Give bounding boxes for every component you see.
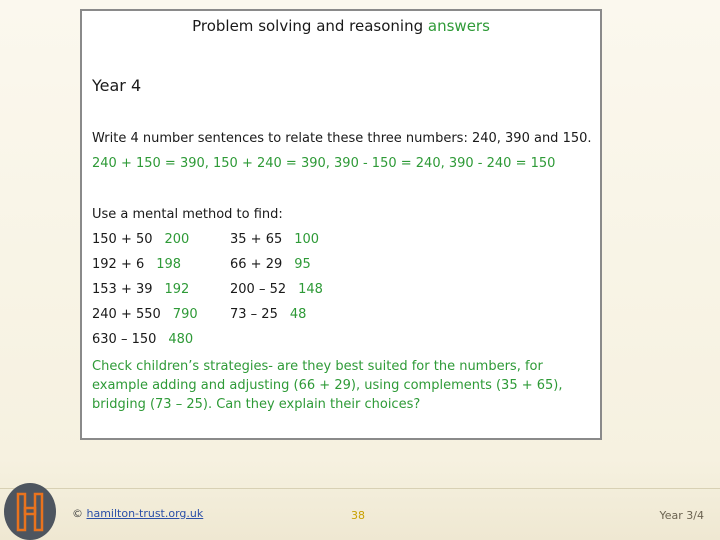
website-link[interactable]: hamilton-trust.org.uk <box>86 507 204 520</box>
answer-card <box>80 9 602 440</box>
calc-answer: 198 <box>156 257 182 272</box>
calc-question: 73 – 25 <box>230 307 278 322</box>
calc-answer: 790 <box>172 307 198 322</box>
calc-question: 66 + 29 <box>230 257 283 272</box>
question-1-answer: 240 + 150 = 390, 150 + 240 = 390, 390 - 150 = 240, 390 - 240 = 150 <box>92 156 556 171</box>
year-group-label: Year 3/4 <box>659 509 704 522</box>
calc-right-3 <box>230 282 323 298</box>
calc-question: 153 + 39 <box>92 282 153 297</box>
page-title <box>82 17 600 35</box>
hamilton-h-logo-icon <box>4 483 56 540</box>
calc-left-4 <box>92 307 198 323</box>
logo-crossbar <box>25 508 35 514</box>
calc-left-5 <box>92 332 193 348</box>
copyright-symbol: © <box>72 507 83 520</box>
calc-left-2 <box>92 257 181 273</box>
logo-graphic <box>4 483 56 540</box>
copyright <box>72 507 203 521</box>
calc-answer: 100 <box>294 232 320 247</box>
year-heading: Year 4 <box>92 76 142 95</box>
calc-question: 150 + 50 <box>92 232 153 247</box>
calc-question: 192 + 6 <box>92 257 145 272</box>
calc-answer: 148 <box>298 282 323 297</box>
calc-answer: 192 <box>164 282 190 297</box>
question-2-prompt: Use a mental method to find: <box>92 207 283 222</box>
calc-right-2 <box>230 257 311 273</box>
calc-right-4 <box>230 307 306 323</box>
calc-question: 35 + 65 <box>230 232 283 247</box>
calc-answer: 95 <box>294 257 311 272</box>
title-accent: answers <box>427 17 490 35</box>
teacher-note: Check children’s strategies- are they best suited for the numbers, for example adding and adjusting (66 + 29), using complements (35 + 65), bridging (73 – 25). Can they explain their choices? <box>92 359 563 412</box>
calc-question: 200 – 52 <box>230 282 287 297</box>
page-number: 38 <box>351 509 365 522</box>
calc-left-1 <box>92 232 189 248</box>
calc-left-3 <box>92 282 189 298</box>
calc-answer: 48 <box>289 307 307 322</box>
calc-answer: 480 <box>168 332 194 347</box>
title-main: Problem solving and reasoning <box>192 17 428 35</box>
calc-question: 630 – 150 <box>92 332 157 347</box>
question-1-prompt: Write 4 number sentences to relate these three numbers: 240, 390 and 150. <box>92 131 592 146</box>
calc-right-1 <box>230 232 319 248</box>
footer-divider <box>0 488 720 489</box>
calc-question: 240 + 550 <box>92 307 161 322</box>
calc-answer: 200 <box>164 232 190 247</box>
